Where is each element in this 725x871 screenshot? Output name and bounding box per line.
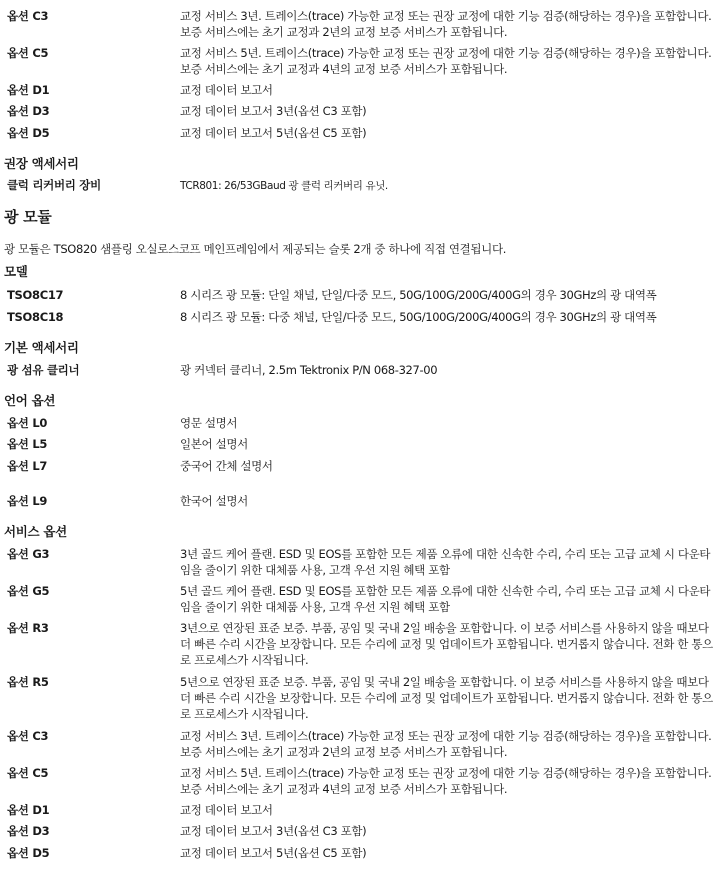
model-description: 8 시리즈 광 모듈: 단일 채널, 단일/다중 모드, 50G/100G/200G/400G의 경우 30GHz의 광 대역폭 (180, 288, 657, 302)
option-description: 교정 데이터 보고서 (180, 803, 273, 817)
optical-modules-intro: 광 모듈은 TSO820 샘플링 오실로스코프 메인프레임에서 제공되는 슬롯 2개 중 하나에 직접 연결됩니다. (4, 242, 507, 256)
option-description: 5년으로 연장된 표준 보증. 부품, 공임 및 국내 2일 배송을 포함합니다. 이 보증 서비스를 사용하지 않을 때보다 더 빠른 수리 시간을 보장합니다. 모든 수리에 교정 및 업데이트가 포함됩니다. 번거롭지 않습니다. 전화 한 통으로 프로세스가 시작됩니다. (180, 675, 713, 721)
language-options-heading: 언어 옵션 (4, 393, 56, 408)
option-label: 옵션 G3 (7, 547, 50, 561)
option-label: 옵션 C3 (7, 729, 49, 743)
accessory-description: TCR801: 26/53GBaud 광 클럭 리커버리 유닛. (180, 180, 388, 192)
option-label: 옵션 D5 (7, 126, 50, 140)
option-label: 옵션 L9 (7, 494, 48, 508)
option-description: 5년 골드 케어 플랜. ESD 및 EOS를 포함한 모든 제품 오류에 대한 신속한 수리, 수리 또는 고급 교체 시 다운타임을 줄이기 위한 대체품 사용, 고객 우선 지원 혜택 포함 (180, 584, 711, 614)
accessory-description: 광 커넥터 클리너, 2.5m Tektronix P/N 068-327-00 (180, 363, 438, 377)
option-label: 옵션 D1 (7, 83, 50, 97)
model-label: TSO8C18 (7, 310, 64, 324)
option-label: 옵션 L5 (7, 437, 48, 451)
models-heading: 모델 (4, 264, 28, 279)
option-label: 옵션 L0 (7, 416, 48, 430)
model-label: TSO8C17 (7, 288, 64, 302)
accessory-label: 광 섬유 클리너 (7, 363, 80, 377)
option-description: 교정 데이터 보고서 3년(옵션 C3 포함) (180, 104, 367, 118)
service-options-heading: 서비스 옵션 (4, 524, 67, 539)
option-label: 옵션 C5 (7, 46, 49, 60)
option-description: 교정 데이터 보고서 5년(옵션 C5 포함) (180, 126, 367, 140)
option-description: 교정 데이터 보고서 5년(옵션 C5 포함) (180, 846, 367, 860)
option-description: 교정 서비스 5년. 트레이스(trace) 가능한 교정 또는 권장 교정에 대한 기능 검증(해당하는 경우)을 포함합니다. 보증 서비스에는 초기 교정과 4년의 교정 보증 서비스가 포함됩니다. (180, 766, 712, 796)
option-label: 옵션 C5 (7, 766, 49, 780)
option-description: 한국어 설명서 (180, 494, 248, 508)
option-label: 옵션 R3 (7, 621, 49, 635)
accessory-label: 클럭 리커버리 장비 (7, 178, 101, 192)
option-label: 옵션 D1 (7, 803, 50, 817)
option-description: 교정 서비스 3년. 트레이스(trace) 가능한 교정 또는 권장 교정에 대한 기능 검증(해당하는 경우)을 포함합니다. 보증 서비스에는 초기 교정과 2년의 교정 보증 서비스가 포함됩니다. (180, 729, 712, 759)
option-description: 3년 골드 케어 플랜. ESD 및 EOS를 포함한 모든 제품 오류에 대한 신속한 수리, 수리 또는 고급 교체 시 다운타임을 줄이기 위한 대체품 사용, 고객 우선 지원 혜택 포함 (180, 547, 711, 577)
optical-modules-heading: 광 모듈 (4, 208, 52, 226)
option-description: 3년으로 연장된 표준 보증. 부품, 공임 및 국내 2일 배송을 포함합니다. 이 보증 서비스를 사용하지 않을 때보다 더 빠른 수리 시간을 보장합니다. 모든 수리에 교정 및 업데이트가 포함됩니다. 번거롭지 않습니다. 전화 한 통으로 프로세스가 시작됩니다. (180, 621, 713, 667)
recommended-accessories-heading: 권장 액세서리 (4, 156, 79, 171)
standard-accessories-heading: 기본 액세서리 (4, 340, 79, 355)
option-description: 중국어 간체 설명서 (180, 459, 273, 473)
option-label: 옵션 D3 (7, 104, 50, 118)
option-description: 영문 설명서 (180, 416, 238, 430)
option-description: 교정 데이터 보고서 3년(옵션 C3 포함) (180, 824, 367, 838)
option-description: 교정 데이터 보고서 (180, 83, 273, 97)
option-label: 옵션 D5 (7, 846, 50, 860)
option-description: 교정 서비스 3년. 트레이스(trace) 가능한 교정 또는 권장 교정에 대한 기능 검증(해당하는 경우)을 포함합니다. 보증 서비스에는 초기 교정과 2년의 교정 보증 서비스가 포함됩니다. (180, 9, 712, 39)
model-description: 8 시리즈 광 모듈: 다중 채널, 단일/다중 모드, 50G/100G/200G/400G의 경우 30GHz의 광 대역폭 (180, 310, 657, 324)
option-description: 교정 서비스 5년. 트레이스(trace) 가능한 교정 또는 권장 교정에 대한 기능 검증(해당하는 경우)을 포함합니다. 보증 서비스에는 초기 교정과 4년의 교정 보증 서비스가 포함됩니다. (180, 46, 712, 76)
option-label: 옵션 R5 (7, 675, 49, 689)
option-label: 옵션 C3 (7, 9, 49, 23)
option-label: 옵션 D3 (7, 824, 50, 838)
option-label: 옵션 G5 (7, 584, 50, 598)
option-label: 옵션 L7 (7, 459, 48, 473)
option-description: 일본어 설명서 (180, 437, 248, 451)
